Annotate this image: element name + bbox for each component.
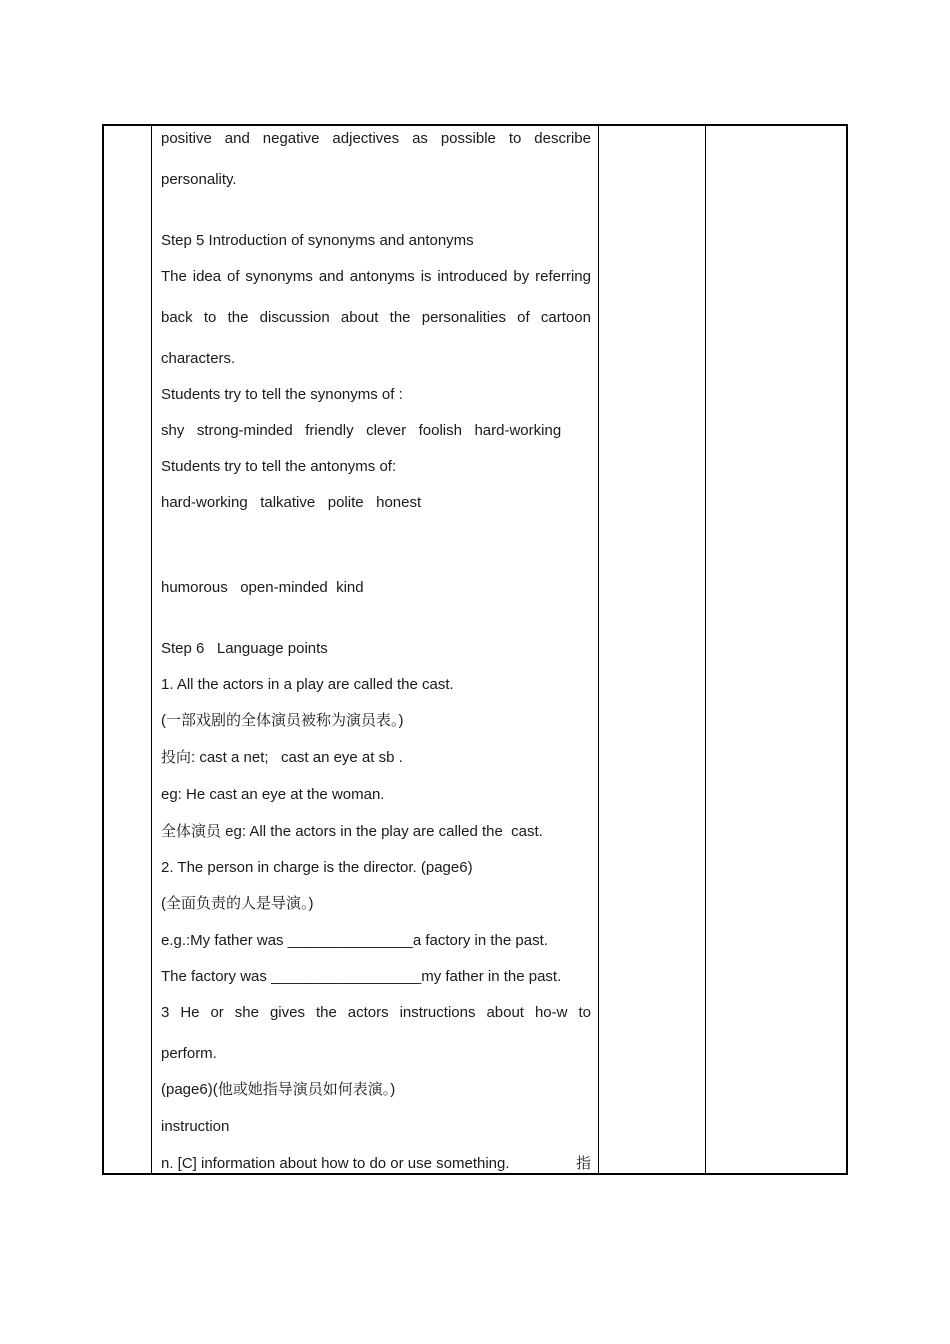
text-line: personality.	[161, 171, 237, 188]
fill-in-blank-line: e.g.:My father was _______________a factory in the past.	[161, 932, 548, 949]
definition-char: 指	[575, 1155, 591, 1172]
text-line: (page6)(他或她指导演员如何表演。)	[161, 1081, 396, 1098]
text-line: (全面负责的人是导演。)	[161, 895, 314, 912]
text-line: 投向: cast a net; cast an eye at sb .	[161, 749, 403, 766]
text-line: instruction	[161, 1118, 230, 1135]
text-line: The idea of synonyms and antonyms is introduced by referring	[161, 268, 591, 285]
lesson-table	[102, 124, 848, 1175]
antonym-word-list: humorous open-minded kind	[161, 579, 364, 596]
text-line: back to the discussion about the personalities of cartoon	[161, 309, 591, 326]
column-divider	[151, 126, 152, 1173]
text-line: 2. The person in charge is the director. (page6)	[161, 859, 473, 876]
antonym-word-list: hard-working talkative polite honest	[161, 494, 422, 511]
text-line: (一部戏剧的全体演员被称为演员表。)	[161, 712, 404, 729]
synonym-word-list: shy strong-minded friendly clever foolish hard-working	[161, 422, 562, 439]
text-line: Students try to tell the synonyms of :	[161, 386, 403, 403]
column-divider	[705, 126, 706, 1173]
step5-heading: Step 5 Introduction of synonyms and antonyms	[161, 232, 474, 249]
text-line: positive and negative adjectives as possible to describe	[161, 130, 591, 147]
fill-in-blank-line: The factory was __________________my father in the past.	[161, 968, 562, 985]
step6-heading: Step 6 Language points	[161, 640, 328, 657]
column-divider	[598, 126, 599, 1173]
definition-text: n. [C] information about how to do or use something.	[161, 1155, 510, 1172]
text-line: Students try to tell the antonyms of:	[161, 458, 397, 475]
text-line: 全体演员 eg: All the actors in the play are called the cast.	[161, 823, 543, 840]
text-line: perform.	[161, 1045, 217, 1062]
text-line	[161, 1154, 591, 1174]
text-line: eg: He cast an eye at the woman.	[161, 786, 385, 803]
text-line: 3 He or she gives the actors instructions about ho-w to	[161, 1004, 591, 1021]
text-line: 1. All the actors in a play are called the cast.	[161, 676, 454, 693]
text-line: characters.	[161, 350, 236, 367]
